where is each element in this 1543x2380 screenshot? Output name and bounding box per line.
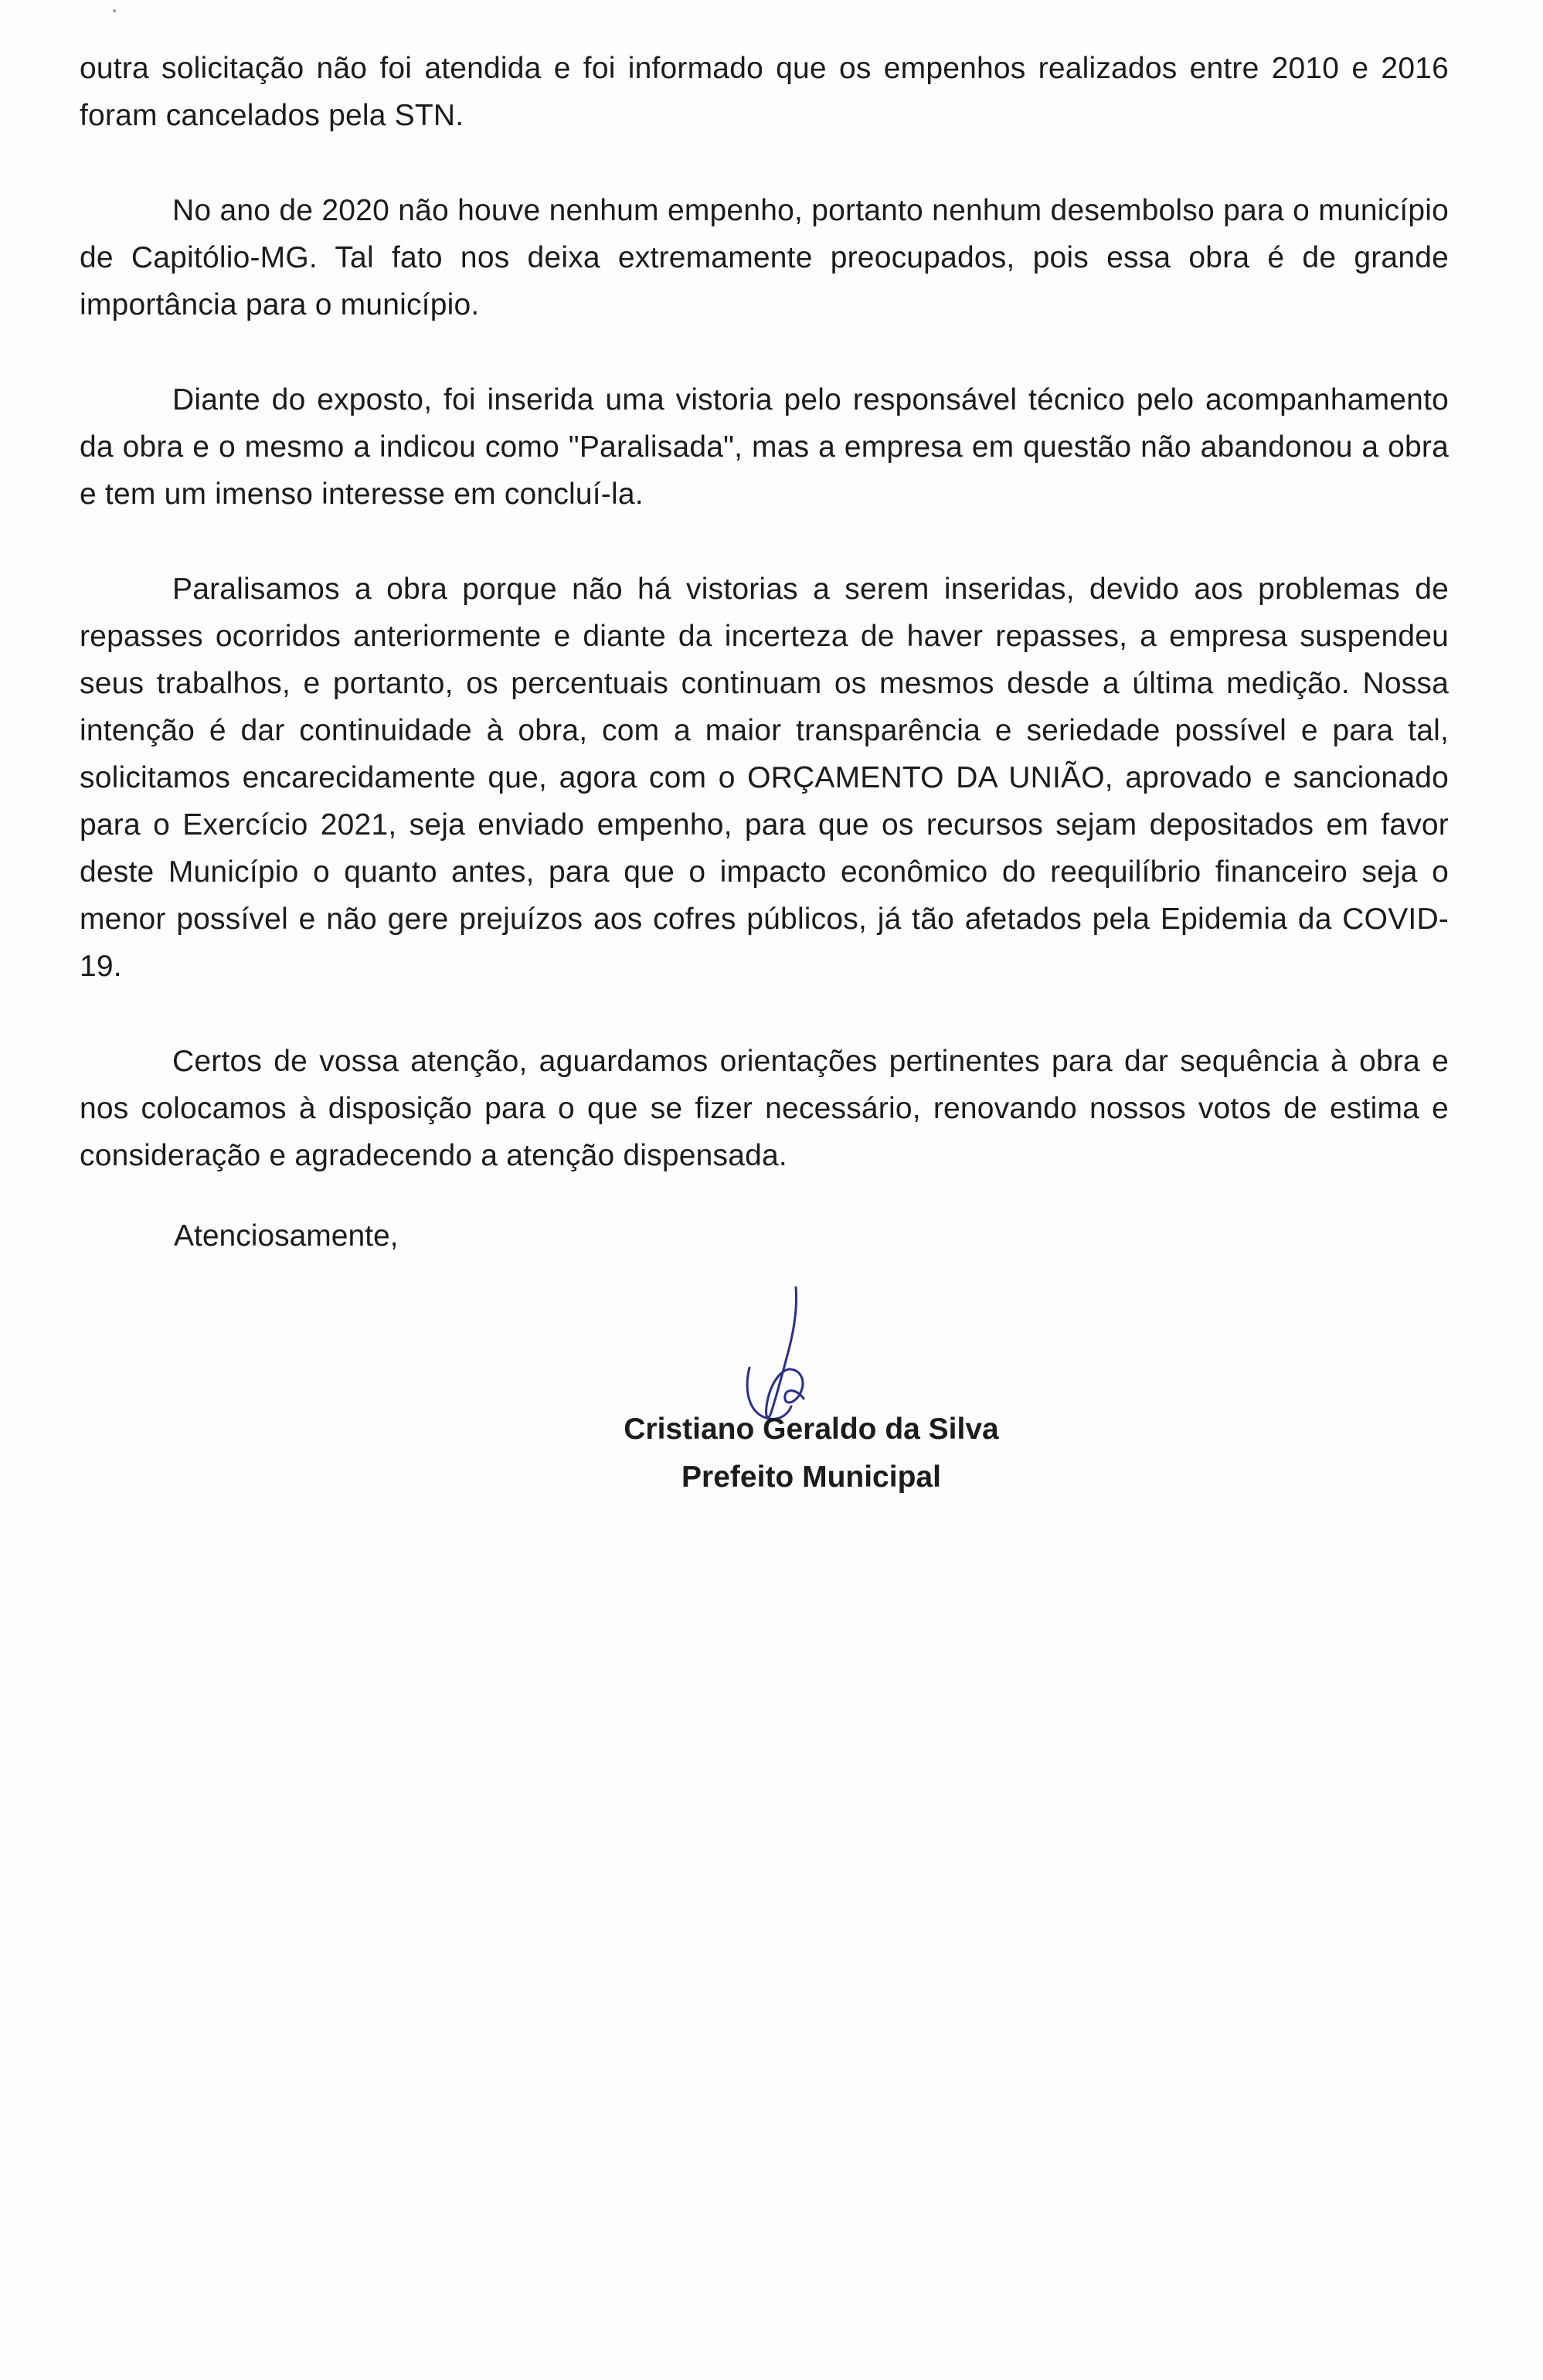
signer-name: Cristiano Geraldo da Silva xyxy=(624,1413,999,1446)
paragraph-4: Paralisamos a obra porque não há vistorias a serem inseridas, devido aos problemas de repasses ocorridos anteriormente e diante da incerteza de haver repasses, a empresa suspendeu seus trabalhos, e portanto, os percentuais continuam os mesmos desde a última medição. Nossa intenção é dar continuidade à obra, com a maior transparência e seriedade possível e para tal, solicitamos encarecidamente que, agora com o ORÇAMENTO DA UNIÃO, aprovado e sancionado para o Exercício 2021, seja enviado empenho, para que os recursos sejam depositados em favor deste Município o quanto antes, para que o impacto econômico do reequilíbrio financeiro seja o menor possível e não gere prejuízos aos cofres públicos, já tão afetados pela Epidemia da COVID-19. xyxy=(80,573,1449,983)
signer-title: Prefeito Municipal xyxy=(681,1460,941,1494)
scan-speck xyxy=(113,9,116,12)
paragraph-2: No ano de 2020 não houve nenhum empenho, portanto nenhum desembolso para o município de Capitólio-MG. Tal fato nos deixa extremamente preocupados, pois essa obra é de grande importância para o município. xyxy=(80,194,1449,321)
paragraph-3: Diante do exposto, foi inserida uma vistoria pelo responsável técnico pelo acompanhamento da obra e o mesmo a indicou como "Paralisada", mas a empresa em questão não abandonou a obra e tem um imenso interesse em concluí-la. xyxy=(80,383,1449,511)
paragraph-1: outra solicitação não foi atendida e foi informado que os empenhos realizados entre 2010 e 2016 foram cancelados pela STN. xyxy=(80,52,1449,132)
closing-salutation: Atenciosamente, xyxy=(174,1219,399,1253)
signature-block xyxy=(610,1283,1012,1499)
paragraph-5: Certos de vossa atenção, aguardamos orientações pertinentes para dar sequência à obra e nos colocamos à disposição para o que se fizer necessário, renovando nossos votos de estima e consideração e agradecendo a atenção dispensada. xyxy=(80,1045,1449,1172)
letter-body xyxy=(80,45,1449,1227)
